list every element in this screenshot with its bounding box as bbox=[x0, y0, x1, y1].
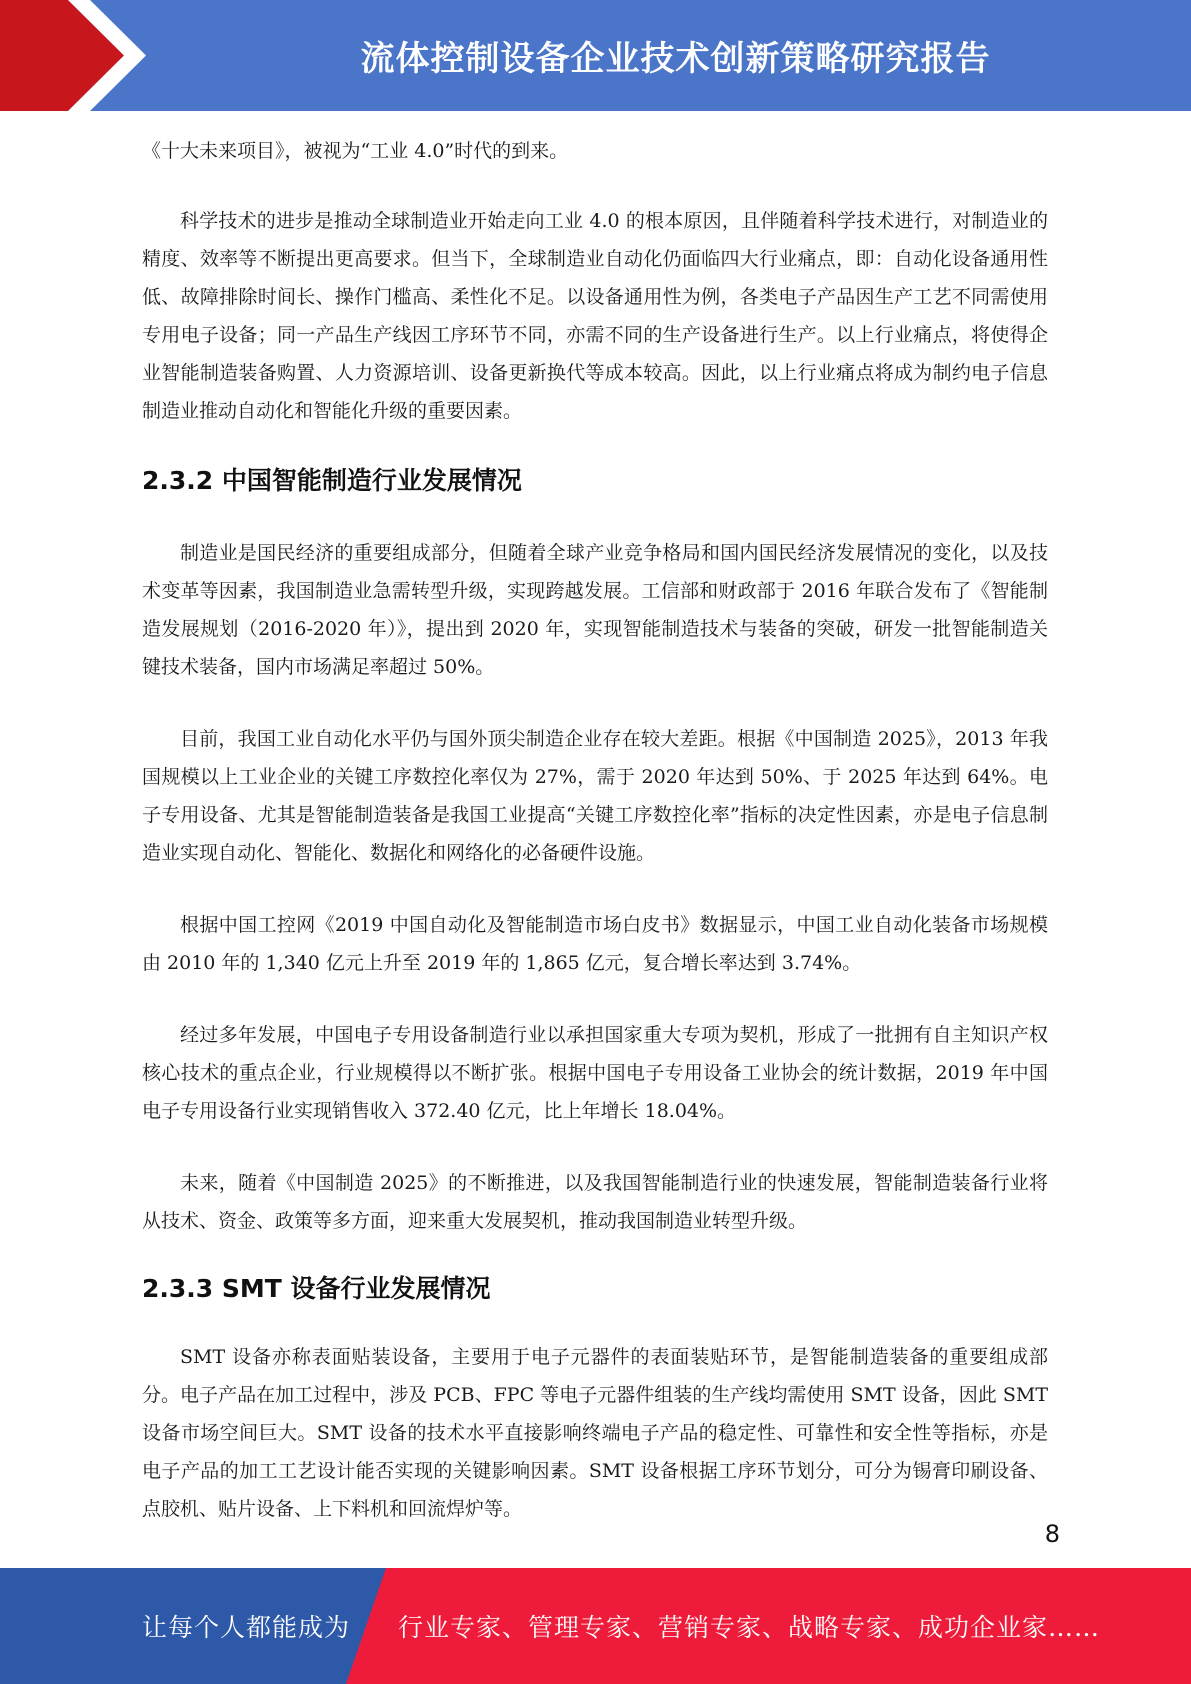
paragraph: 目前，我国工业自动化水平仍与国外顶尖制造企业存在较大差距。根据《中国制造 2025》，2013 年我国规模以上工业企业的关键工序数控化率仅为 27%，需于 2020 年达到 50%、于 2025 年达到 64%。电子专用设备、尤其是智能制造装备是我国工业提高“关键工序数控化率”指标的决定性因素，亦是电子信息制造业实现自动化、智能化、数据化和网络化的必备硬件设施。 bbox=[142, 728, 1048, 864]
paragraph: 制造业是国民经济的重要组成部分，但随着全球产业竞争格局和国内国民经济发展情况的变化，以及技术变革等因素，我国制造业急需转型升级，实现跨越发展。工信部和财政部于 2016 年联合发布了《智能制造发展规划（2016-2020 年）》，提出到 2020 年，实现智能制造技术与装备的突破，研发一批智能制造关键技术装备，国内市场满足率超过 50%。 bbox=[142, 542, 1048, 678]
paragraph: 根据中国工控网《2019 中国自动化及智能制造市场白皮书》数据显示，中国工业自动化装备市场规模由 2010 年的 1,340 亿元上升至 2019 年的 1,865 亿元，复合增长率达到 3.74%。 bbox=[142, 914, 1048, 974]
paragraph: 未来，随着《中国制造 2025》的不断推进，以及我国智能制造行业的快速发展，智能制造装备行业将从技术、资金、政策等多方面，迎来重大发展契机，推动我国制造业转型升级。 bbox=[142, 1172, 1048, 1232]
paragraph: 《十大未来项目》，被视为“工业 4.0”时代的到来。 bbox=[142, 140, 569, 162]
footer-slogan-right: 行业专家、管理专家、营销专家、战略专家、成功企业家…… bbox=[398, 1613, 1101, 1642]
footer-slogan-left: 让每个人都能成为 bbox=[142, 1613, 351, 1642]
paragraph: 科学技术的进步是推动全球制造业开始走向工业 4.0 的根本原因，且伴随着科学技术进行，对制造业的精度、效率等不断提出更高要求。但当下，全球制造业自动化仍面临四大行业痛点，即：自动化设备通用性低、故障排除时间长、操作门槛高、柔性化不足。以设备通用性为例，各类电子产品因生产工艺不同需使用专用电子设备；同一产品生产线因工序环节不同，亦需不同的生产设备进行生产。以上行业痛点，将使得企业智能制造装备购置、人力资源培训、设备更新换代等成本较高。因此，以上行业痛点将成为制约电子信息制造业推动自动化和智能化升级的重要因素。 bbox=[142, 210, 1048, 422]
section-heading-2-3-3: 2.3.3 SMT 设备行业发展情况 bbox=[142, 1274, 491, 1303]
paragraph: 经过多年发展，中国电子专用设备制造行业以承担国家重大专项为契机，形成了一批拥有自主知识产权核心技术的重点企业，行业规模得以不断扩张。根据中国电子专用设备工业协会的统计数据，2019 年中国电子专用设备行业实现销售收入 372.40 亿元，比上年增长 18.04%。 bbox=[142, 1024, 1048, 1122]
header-arrow-decoration bbox=[0, 0, 160, 111]
paragraph: SMT 设备亦称表面贴装设备，主要用于电子元器件的表面装贴环节，是智能制造装备的重要组成部分。电子产品在加工过程中，涉及 PCB、FPC 等电子元器件组装的生产线均需使用 SMT 设备，因此 SMT 设备市场空间巨大。SMT 设备的技术水平直接影响终端电子产品的稳定性、可靠性和安全性等指标，亦是电子产品的加工工艺设计能否实现的关键影响因素。SMT 设备根据工序环节划分，可分为锡膏印刷设备、点胶机、贴片设备、上下料机和回流焊炉等。 bbox=[142, 1346, 1048, 1520]
section-heading-2-3-2: 2.3.2 中国智能制造行业发展情况 bbox=[142, 466, 522, 495]
page-footer bbox=[0, 1568, 1191, 1684]
page-content bbox=[142, 132, 1048, 1528]
page-number: 8 bbox=[1044, 1520, 1060, 1548]
page-header bbox=[0, 0, 1191, 111]
document-title: 流体控制设备企业技术创新策略研究报告 bbox=[360, 39, 991, 79]
